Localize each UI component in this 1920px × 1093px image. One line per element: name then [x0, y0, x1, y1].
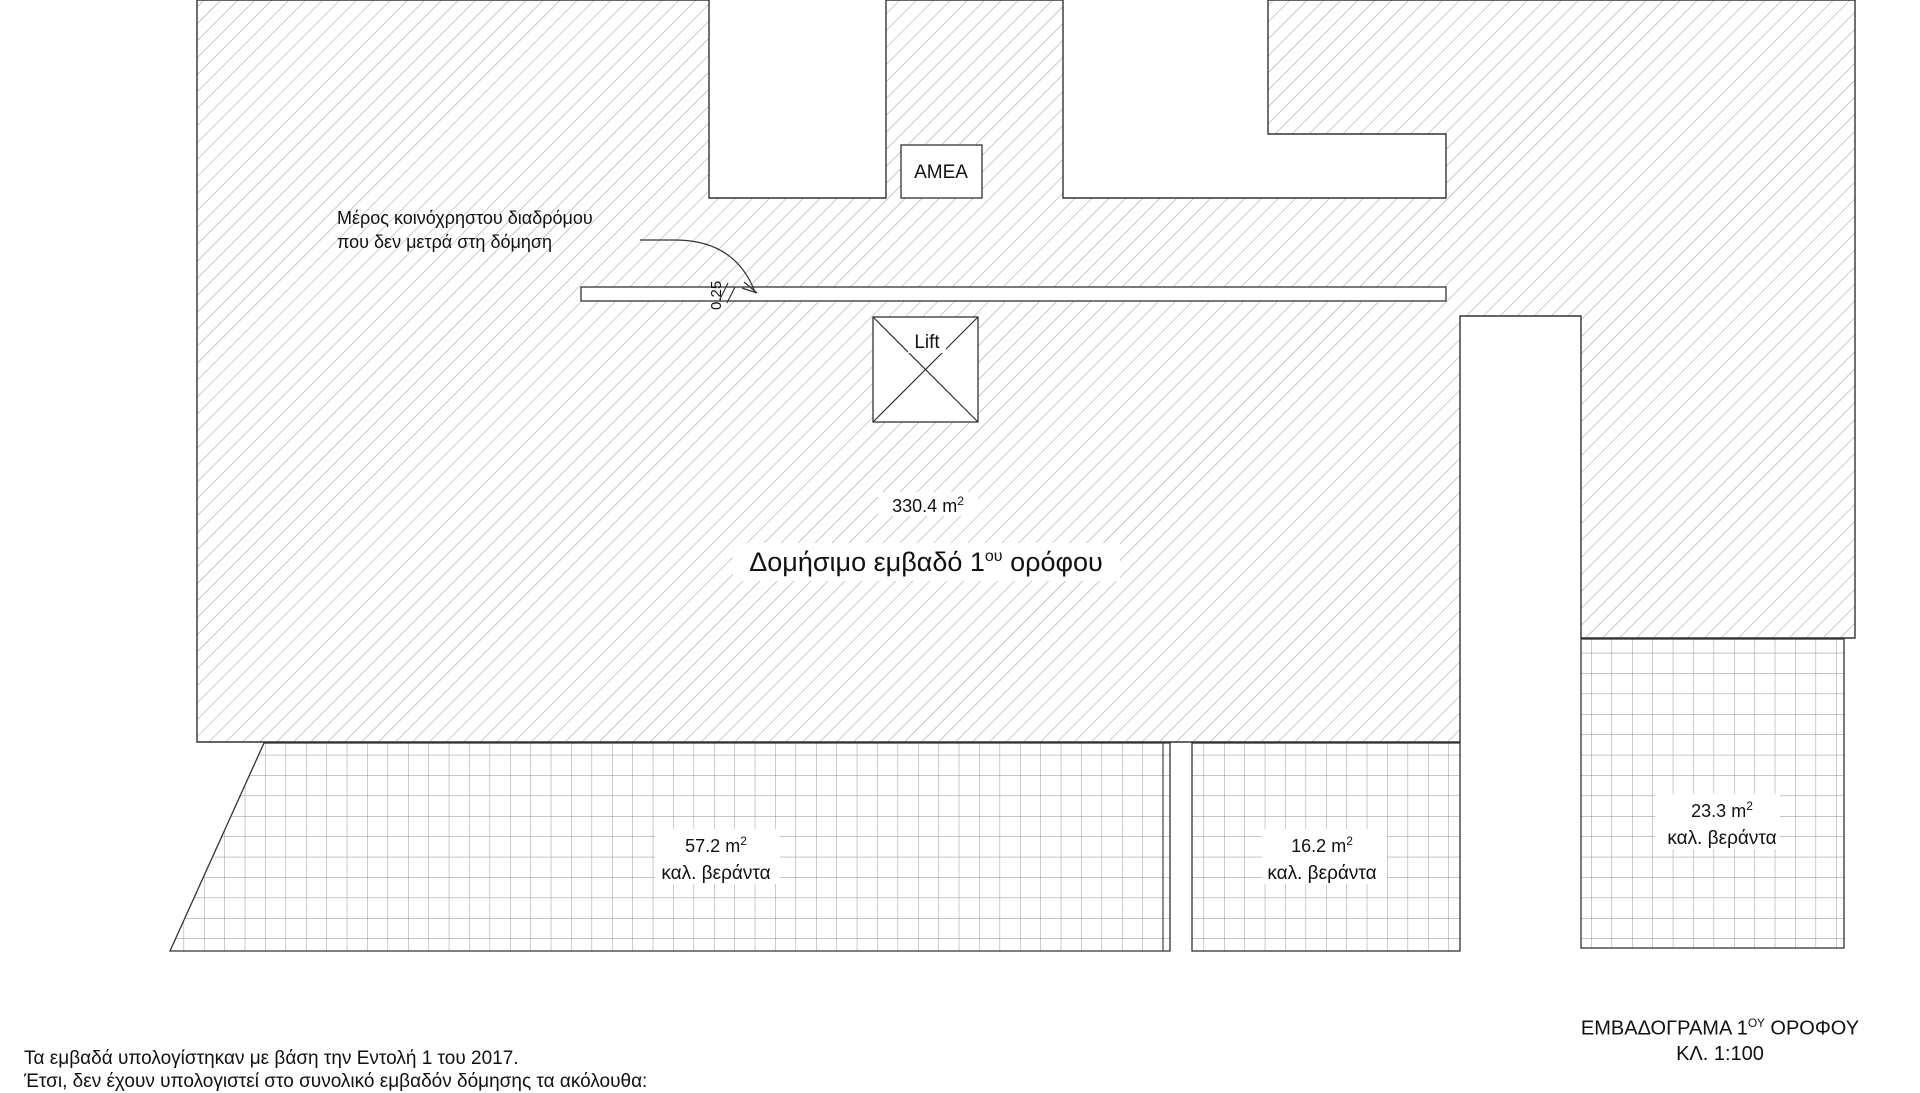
drawing-title-sup: ΟΥ [1747, 1016, 1765, 1030]
buildable-area-region [197, 0, 1855, 742]
note-line-2: Έτσι, δεν έχουν υπολογιστεί στο συνολικό εμβαδόν δόμησης τα ακόλουθα: [24, 1071, 648, 1092]
corridor-note-line1: Μέρος κοινόχρηστου διαδρόμου [337, 208, 593, 228]
lift-label: Lift [914, 332, 940, 353]
corridor-note-line2: που δεν μετρά στη δόμηση [337, 232, 552, 252]
veranda-2-label: καλ. βεράντα [1267, 863, 1377, 884]
veranda-3-label: καλ. βεράντα [1667, 828, 1777, 849]
main-area-value: 330.4 $m^2$ [892, 494, 964, 516]
veranda-1-label: καλ. βεράντα [661, 863, 771, 884]
drawing-title [1540, 1016, 1900, 1041]
amea-label: ΑΜΕΑ [914, 162, 968, 183]
veranda-1-area: 57.2 $m^2$ [685, 834, 747, 856]
main-area-title: Δομήσιμο εμβαδό $1^{o\upsilon}$ ορόφου [749, 547, 1103, 577]
drawing-scale: ΚΛ. 1:100 [1676, 1043, 1764, 1065]
veranda-2-area: 16.2 $m^2$ [1291, 834, 1353, 856]
corridor-dim-label: 0.25 [708, 280, 725, 310]
note-line-1: Τα εμβαδά υπολογίστηκαν με βάση την Εντολή 1 του 2017. [24, 1048, 519, 1069]
veranda-3-area: 23.3 $m^2$ [1691, 799, 1753, 821]
drawing-title-tail: ΟΡΟΦΟΥ [1764, 1017, 1860, 1040]
drawing-title-main: ΕΜΒΑΔΟΓΡΑΜΑ 1 [1580, 1017, 1748, 1040]
veranda-3-region [1581, 639, 1844, 948]
